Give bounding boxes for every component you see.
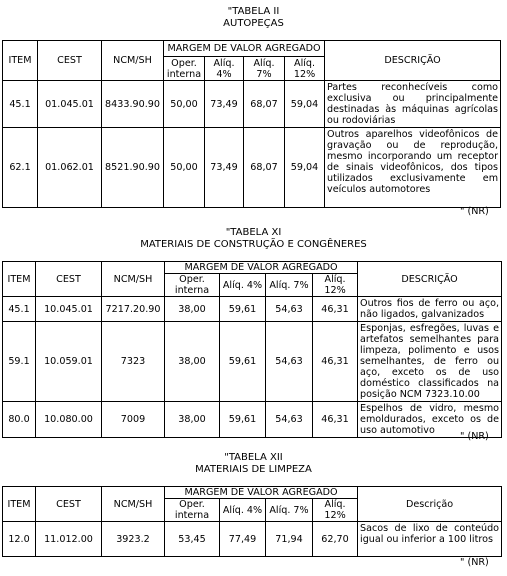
table-11: [2, 261, 502, 438]
header-cest: CEST: [36, 262, 102, 297]
cell-descricao: Espelhos de vidro, mesmo emoldurados, exceto os de uso automotivo: [358, 402, 502, 438]
header-oper: Oper. interna: [165, 499, 220, 522]
cell-aliq12: 59,04: [285, 81, 325, 128]
cell-cest: 01.045.01: [38, 81, 102, 128]
cell-aliq4: 59,61: [220, 322, 266, 402]
cell-aliq4: 77,49: [220, 522, 266, 557]
table-12-title-line2: MATERIAIS DE LIMPEZA: [195, 464, 312, 475]
header-aliq4: Alíq. 4%: [205, 57, 244, 81]
cell-cest: 10.080.00: [36, 402, 102, 438]
table-row: [3, 297, 502, 322]
table-12-title-line1: "TABELA XII: [224, 452, 283, 463]
cell-aliq4: 59,61: [220, 402, 266, 438]
cell-aliq7: 71,94: [266, 522, 313, 557]
table-2-title-line2: AUTOPEÇAS: [223, 18, 284, 29]
cell-aliq7: 54,63: [266, 297, 313, 322]
header-margem: MARGEM DE VALOR AGREGADO: [165, 262, 358, 274]
table-2-nr: " (NR): [460, 206, 489, 217]
cell-aliq12: 46,31: [313, 297, 358, 322]
table-row: [3, 81, 501, 128]
table-12-nr: " (NR): [460, 557, 489, 568]
cell-aliq12: 46,31: [313, 402, 358, 438]
cell-item: 45.1: [3, 297, 36, 322]
header-descricao: Descrição: [358, 487, 502, 522]
cell-aliq7: 54,63: [266, 322, 313, 402]
table-12: [2, 486, 502, 557]
header-oper: Oper. interna: [164, 57, 205, 81]
cell-aliq4: 73,49: [205, 81, 244, 128]
header-ncm: NCM/SH: [102, 262, 165, 297]
cell-oper: 50,00: [164, 128, 205, 208]
table-2: [2, 40, 501, 208]
header-aliq12: Alíq. 12%: [313, 499, 358, 522]
table-2-title-line1: "TABELA II: [227, 6, 280, 17]
header-margem: MARGEM DE VALOR AGREGADO: [164, 41, 325, 57]
header-ncm: NCM/SH: [102, 41, 164, 81]
header-cest: CEST: [36, 487, 102, 522]
cell-item: 62.1: [3, 128, 38, 208]
cell-descricao: Outros fios de ferro ou aço, não ligados, galvanizados: [358, 297, 502, 322]
cell-aliq7: 68,07: [244, 128, 285, 208]
cell-oper: 53,45: [165, 522, 220, 557]
cell-cest: 11.012.00: [36, 522, 102, 557]
cell-ncm: 7323: [102, 322, 165, 402]
header-aliq7: Alíq. 7%: [266, 499, 313, 522]
header-aliq7: Alíq. 7%: [244, 57, 285, 81]
header-item: ITEM: [3, 41, 38, 81]
table-2-title: [0, 6, 507, 30]
cell-aliq12: 62,70: [313, 522, 358, 557]
header-ncm: NCM/SH: [102, 487, 165, 522]
cell-aliq4: 59,61: [220, 297, 266, 322]
table-row: [3, 522, 502, 557]
cell-oper: 50,00: [164, 81, 205, 128]
cell-descricao: Sacos de lixo de conteúdo igual ou inferior a 100 litros: [358, 522, 502, 557]
cell-cest: 10.059.01: [36, 322, 102, 402]
header-margem: MARGEM DE VALOR AGREGADO: [165, 487, 358, 499]
header-item: ITEM: [3, 487, 36, 522]
cell-aliq12: 46,31: [313, 322, 358, 402]
header-aliq12: Alíq. 12%: [313, 274, 358, 297]
cell-item: 80.0: [3, 402, 36, 438]
header-aliq4: Alíq. 4%: [220, 499, 266, 522]
cell-oper: 38,00: [165, 402, 220, 438]
header-aliq7: Alíq. 7%: [266, 274, 313, 297]
header-aliq12: Alíq. 12%: [285, 57, 325, 81]
cell-item: 59.1: [3, 322, 36, 402]
table-row: [3, 322, 502, 402]
table-11-title-line2: MATERIAIS DE CONSTRUÇÃO E CONGÊNERES: [140, 239, 367, 250]
cell-aliq12: 59,04: [285, 128, 325, 208]
table-row: [3, 128, 501, 208]
cell-item: 45.1: [3, 81, 38, 128]
header-cest: CEST: [38, 41, 102, 81]
cell-ncm: 8521.90.90: [102, 128, 164, 208]
cell-aliq7: 54,63: [266, 402, 313, 438]
table-11-title-line1: "TABELA XI: [225, 227, 282, 238]
cell-cest: 10.045.01: [36, 297, 102, 322]
cell-oper: 38,00: [165, 297, 220, 322]
cell-ncm: 7217.20.90: [102, 297, 165, 322]
cell-item: 12.0: [3, 522, 36, 557]
header-descricao: DESCRIÇÃO: [325, 41, 501, 81]
header-aliq4: Alíq. 4%: [220, 274, 266, 297]
table-12-title: [0, 452, 507, 476]
cell-aliq4: 73,49: [205, 128, 244, 208]
header-item: ITEM: [3, 262, 36, 297]
header-oper: Oper. interna: [165, 274, 220, 297]
cell-ncm: 3923.2: [102, 522, 165, 557]
header-descricao: DESCRIÇÃO: [358, 262, 502, 297]
cell-ncm: 8433.90.90: [102, 81, 164, 128]
cell-cest: 01.062.01: [38, 128, 102, 208]
cell-descricao: Partes reconhecíveis como exclusiva ou principalmente destinadas às máquinas agrícolas ou rodoviárias: [325, 81, 501, 128]
table-11-nr: " (NR): [460, 431, 489, 442]
cell-aliq7: 68,07: [244, 81, 285, 128]
cell-ncm: 7009: [102, 402, 165, 438]
cell-descricao: Outros aparelhos videofônicos de gravação ou de reprodução, mesmo incorporando um receptor de sinais videofônicos, dos tipos utilizados exclusivamente em veículos automotores: [325, 128, 501, 208]
table-11-title: [0, 227, 507, 251]
cell-descricao: Esponjas, esfregões, luvas e artefatos semelhantes para limpeza, polimento e usos semelhantes, de ferro ou aço, exceto os de uso doméstico classificados na posição NCM 7323.10.00: [358, 322, 502, 402]
cell-oper: 38,00: [165, 322, 220, 402]
table-row: [3, 402, 502, 438]
